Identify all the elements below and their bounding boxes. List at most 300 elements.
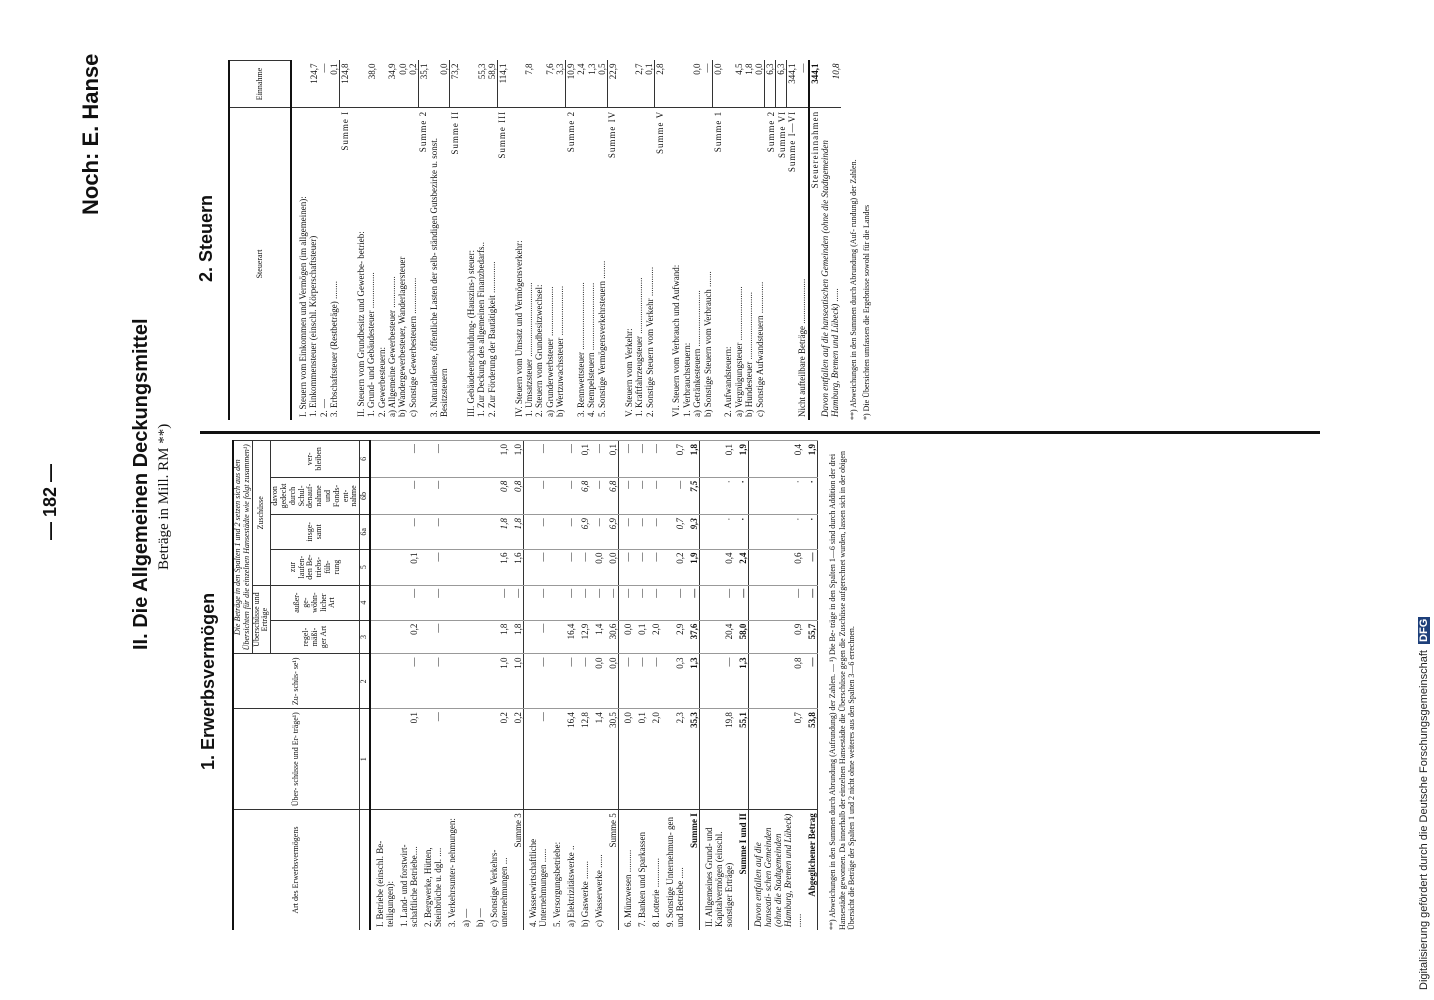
table-row [370,441,395,931]
cell-value [443,477,457,514]
table-row [497,61,508,421]
table-row [586,61,596,421]
cell-value: 6,3 [765,61,776,108]
col-head-4: außer- ge- wöhn- licher Art [271,585,360,620]
cell-value: — [395,477,419,514]
cell-value: 10,9 [566,61,577,108]
cell-value [682,61,692,108]
cell-value: — [618,477,633,514]
cell-value: — [523,620,548,654]
table-row [485,441,509,931]
table-row [699,441,734,931]
table-row [692,61,702,421]
row-label: c) Sonstige Gewerbesteuern ................ [408,107,419,420]
row-label: VI. Steuern vom Verbrauch und Aufwand: [665,107,681,420]
row-label: Summe 2 [566,107,577,420]
cell-value: 1,0 [485,654,509,709]
cell-value [548,477,562,514]
cell-value: — [647,477,661,514]
table-row [665,61,681,421]
cell-value: — [523,585,548,620]
cell-value: 1,8 [744,63,755,75]
cell-value: — [633,549,647,585]
row-label: Summe I [685,810,700,930]
subtitle: Beträge in Mill. RM **) [156,423,172,570]
table-row [685,441,700,931]
cell-value: 4,5 [734,63,745,75]
cell-value: 1,3 [685,654,700,709]
cell-value: 0,1 [699,441,734,478]
table-row [682,61,692,421]
cell-value: — [395,515,419,549]
col-num: 4 [360,585,370,620]
table-row [308,61,318,421]
table-row [702,61,713,421]
cell-value: — [647,515,661,549]
col-num: 2 [360,654,370,709]
cell-value: 2,9 [661,620,685,654]
col-num: 3 [360,620,370,654]
table-row [566,61,577,421]
dfg-logo: DFG [1418,618,1430,642]
cell-value: 1,4 [590,620,604,654]
cell-value [723,61,733,108]
cell-value: 1,9 [803,441,818,478]
cell-value: — [395,654,419,709]
cell-value [370,515,395,549]
table-row [809,61,820,421]
cell-value: — [702,63,713,73]
cell-value: · [803,477,818,514]
row-label: Summe III [497,107,508,420]
section2-footnote-1: **) Abweichungen in den Summen durch Abrundung (Auf- rundung) der Zahlen. [848,159,858,420]
cell-value [443,515,457,549]
cell-value [534,61,544,108]
cell-value: 0,0 [590,654,604,709]
cell-value: · [734,477,749,514]
cell-value: — [576,549,590,585]
cell-value: 0,7 [661,515,685,549]
cell-value: 1,0 [485,441,509,478]
row-label: 5. Sonstige Vermögensverkehrsteuern ........ [597,107,608,420]
table-row [419,441,443,931]
cell-value [471,585,485,620]
row-label: 2. Aufwandsteuern: [723,107,733,420]
row-label: a) Getränkesteuern ......................... [692,107,702,420]
row-label: 9. Sonstige Unternehmun- gen und Betriebe ..... [661,810,685,930]
cell-value: 6,9 [604,515,619,549]
cell-value: — [419,515,443,549]
cell-value [548,620,562,654]
col-num: 6 [360,441,370,478]
cell-value: — [419,709,443,810]
table-row [797,61,808,421]
cell-value: 73,2 [449,61,460,108]
row-label: 2. — [319,107,329,420]
cell-value: — [633,654,647,709]
steuern-table [228,60,872,420]
row-label: Summe V [655,107,666,420]
cell-value: 0,4 [699,549,734,585]
cell-value [471,477,485,514]
col-head-einnahme: Einnahme [229,61,291,108]
row-label: 1. Land- und forstwirt- schaftliche Betriebe.... [395,810,419,930]
cell-value: 1,8 [509,620,524,654]
row-label: 8. Lotterie ............. [647,810,661,930]
row-label: Summe I und II [734,810,749,930]
cell-value [457,477,471,514]
row-label: b) Wandergewerbesteuer, Wanderlagersteuer [397,107,407,420]
cell-value: 0,6 [748,549,803,585]
cell-value: — [485,585,509,620]
cell-value: 1,0 [509,654,524,709]
row-label: 1. Zur Deckung des allgemeinen Finanzbedarfs.. [476,107,486,420]
cell-value: 37,6 [685,620,700,654]
cell-value: 0,0 [604,549,619,585]
table-row [476,61,486,421]
cell-value [370,585,395,620]
cell-value: 0,0 [618,709,633,810]
table-row [509,441,524,931]
table-row [408,61,419,421]
cell-value: — [590,477,604,514]
cell-value [443,620,457,654]
cell-value: 1,3 [734,654,749,709]
section1-title: 1. Erwerbsvermögen [198,592,218,770]
row-label: 5. Versorgungsbetriebe: [548,810,562,930]
cell-value: 7,6 [545,63,555,75]
cell-value: — [562,515,576,549]
cell-value: 0,1 [633,709,647,810]
section2-footnote-2: *) Die Übersichten umfassen die Ergebnisse sowohl für die Landes [862,204,872,420]
cell-value: — [748,585,803,620]
cell-value: — [523,441,548,478]
section1-footnote: **) Abweichungen in den Summen durch Abrundung (Aufrundung) der Zahlen. — ¹) Die Be- träge in den Spalten 1—6 sind durch Addition der drei Hansestädte gewonnen. Da innerhalb der einzelnen Hansestädte die Überschüsse gegen die Zuschüsse aufgerechnet wurden, lassen sich in der obigen Übersicht die Beträge der Spalten 1 und 2 nicht ohne weiteres aus den Spalten 3—6 errechnen. [827,451,857,930]
cell-value: 20,4 [699,620,734,654]
cell-value: 7,5 [685,477,700,514]
cell-value: · [699,477,734,514]
cell-value: — [604,585,619,620]
cell-value [457,585,471,620]
cell-value: — [803,654,818,709]
col-head-5: zur laufen- den Be- triebs- füh- rung [271,549,360,585]
row-label: 2. Bergwerke, Hütten, Steinbrüche u. dgl. .... [419,810,443,930]
table-row [754,61,765,421]
table-row [776,61,787,421]
cell-value: 0,1 [576,441,590,478]
table-row [555,61,566,421]
row-label: II. Allgemeines Grund- und Kapitalvermögen (einschl. sonstiger Erträge) [699,810,734,930]
cell-value: — [523,477,548,514]
row-label: b) Hundesteuer .............................. [744,107,754,420]
cell-value: 53,8 [803,709,818,810]
row-label: 1. Umsatzsteuer ................................. [524,107,534,420]
cell-value [370,549,395,585]
cell-value: 6,9 [576,515,590,549]
cell-value: — [647,585,661,620]
cell-value: 6,8 [576,477,590,514]
cell-value: 0,0 [604,654,619,709]
cell-value: — [647,441,661,478]
cell-value [548,709,562,810]
cell-value: — [562,654,576,709]
row-label: 3. Rennwettsteuer .............................. [576,107,586,420]
cell-value [471,709,485,810]
cell-value [377,61,387,108]
cell-value: 0,2 [395,620,419,654]
cell-value [548,654,562,709]
dfg-watermark [1418,617,1430,990]
table-row [377,61,387,421]
cell-value: 0,2 [485,709,509,810]
row-label: 3. Verkehrsunter- nehmungen: [443,810,457,930]
cell-value: — [661,477,685,514]
cell-value: 0,1 [395,709,419,810]
cell-value [665,61,681,108]
cell-value: 2,8 [655,61,666,108]
cell-value: — [523,709,548,810]
cell-value: 12,9 [576,620,590,654]
cell-value: 0,2 [661,549,685,585]
row-label: III. Gebäudeentschuldung- (Hauszins-) steuer: [460,107,476,420]
row-label: Davon entfallen auf die hanseatischen Gemeinden (ohne die Stadtgemeinden Hamburg, Bremen und Lübeck) ...... [820,107,841,420]
row-label: Abgeglichener Betrag [803,810,818,930]
cell-value: — [509,585,524,620]
cell-value: · [734,515,749,549]
table-row [734,61,744,421]
table-row [765,61,776,421]
table-row [329,61,340,421]
row-label: Summe I—VI [787,107,798,420]
cell-value: 0,0 [618,620,633,654]
row-label: V. Steuern vom Verkehr: [618,107,634,420]
table-row [457,441,471,931]
cell-value [471,515,485,549]
cell-value [618,61,634,108]
erwerbsvermoegen-table [232,440,857,930]
cell-value: — [319,63,330,73]
cell-value: 12,8 [576,709,590,810]
table-row [387,61,397,421]
cell-value: 55,3 [476,63,487,80]
cell-value: 1,6 [485,549,509,585]
cell-value: — [562,441,576,478]
row-label: 2. Zur Förderung der Bautätigkeit .............. [487,107,498,420]
cell-value: — [618,441,633,478]
row-label: Summe II [449,107,460,420]
row-label: 3. Erbschaftsteuer (Restbeträge) ........ [329,107,340,420]
cell-value: — [647,549,661,585]
cell-value: — [633,515,647,549]
cell-value [443,549,457,585]
page-number: — 182 — [40,463,60,540]
cell-value: — [419,620,443,654]
cell-value [457,549,471,585]
cell-value: — [419,549,443,585]
cell-value: — [618,585,633,620]
table-row [597,61,608,421]
row-label: Summe IV [607,107,618,420]
cell-value: · [699,515,734,549]
cell-value: — [661,585,685,620]
cell-value [471,654,485,709]
cell-value: — [633,441,647,478]
row-label: c) Wasserwerke ...... [590,810,604,930]
cell-value: 0,9 [748,620,803,654]
cell-value [370,620,395,654]
row-label: a) — [457,810,471,930]
row-label: Summe VI [776,107,787,420]
cell-value: · [803,515,818,549]
cell-value: 2,0 [647,709,661,810]
cell-value [548,515,562,549]
row-label: b) Sonstige Steuern vom Verbrauch ....... [702,107,713,420]
cell-value: 16,4 [562,620,576,654]
cell-value [548,585,562,620]
table-row [647,441,661,931]
cell-value: 0,0 [754,63,765,75]
table-row [634,61,644,421]
cell-value: 1,9 [734,441,749,478]
row-label: b) Wertzuwachssteuer ...................... [555,107,566,420]
cell-value: — [590,585,604,620]
cell-value: — [419,585,443,620]
cell-value [548,549,562,585]
cell-value: 0,0 [397,63,408,75]
col-num: 6b [360,477,370,514]
row-label: 1. Kraftfahrzeugsteuer ......................... [634,107,644,420]
cell-value: 114,1 [497,61,508,108]
cell-value [508,61,524,108]
col-num: 6a [360,515,370,549]
cell-value: 1,8 [485,515,509,549]
row-label: 4. Wasserwirtschaftliche Unternehmungen ...... [523,810,548,930]
row-label: c) Sonstige Aufwandsteuern .............. [754,107,765,420]
cell-value: — [590,441,604,478]
cell-value: — [647,654,661,709]
cell-value: 10,8 [830,63,841,80]
cell-value: 58,9 [486,63,497,80]
table-row [319,61,329,421]
table-row [787,61,798,421]
cell-value [457,620,471,654]
row-label: II. Steuern vom Grundbesitz und Gewerbe- betrieb: [350,107,366,420]
cell-value: 1,8 [509,515,524,549]
cell-value: — [633,477,647,514]
table-row [744,61,754,421]
cell-value [443,441,457,478]
row-label: a) Allgemeine Gewerbesteuer .............. [387,107,397,420]
cell-value: 7,8 [524,63,535,75]
cell-value [471,620,485,654]
cell-value: 0,1 [329,63,340,75]
row-label: 3. Naturaldienste, öffentliche Lasten der selb- ständigen Gutsbezirke u. sonst. Besitzsteuern [429,107,450,420]
cell-value: 0,1 [644,63,655,75]
row-label: Summe I [340,107,351,420]
cell-value: — [699,654,734,709]
cell-value: 30,5 [604,709,619,810]
cell-value: 0,8 [509,477,524,514]
section-divider [200,431,1320,434]
table-row [618,61,634,421]
cell-value: — [419,477,443,514]
table-row [418,61,429,421]
col-head-2: Zu- schüs- se¹) [233,654,360,709]
row-label: Summe 2 [765,107,776,420]
table-row [397,61,407,421]
cell-value: 0,0 [438,63,449,75]
row-label: a) Vergnügungsteuer ........................ [734,107,744,420]
cell-value [457,654,471,709]
cell-value: 0,0 [713,61,724,108]
table-row [562,441,576,931]
cell-value: 0,4 [748,441,803,478]
cell-value: 0,2 [407,63,418,75]
col-head-6a: insge- samt [271,515,360,549]
cell-value: — [685,585,700,620]
row-label: c) Sonstige Verkehrs- unternehmungen ... [485,810,509,930]
cell-value: 34,9 [387,63,398,80]
cell-value [548,441,562,478]
row-label: 7. Banken und Sparkassen [633,810,647,930]
table-row [655,61,666,421]
table-row [523,441,548,931]
table-row [803,441,818,931]
cell-value: 2,4 [576,63,587,75]
table-row [723,61,733,421]
cell-value [370,441,395,478]
cell-value [443,654,457,709]
col-num-blank [360,810,370,930]
col-head-steuerart: Steuerart [229,107,291,420]
table-row [576,441,590,931]
cell-value: — [419,654,443,709]
cell-value: 0,5 [596,63,607,75]
cell-value: — [699,585,734,620]
cell-value: — [633,585,647,620]
cell-value: — [590,515,604,549]
cell-value [370,654,395,709]
table-row [508,61,524,421]
cell-value: 344,1 [809,61,820,108]
row-label: a) Grunderwerbsteuer ...................... [545,107,555,420]
table-row [395,441,419,931]
cell-value: 0,1 [633,620,647,654]
cell-value: — [395,441,419,478]
cell-value [291,61,308,108]
col-head-ue: Überschüsse und Erträge [252,585,271,654]
table-row [576,61,586,421]
table-row [366,61,376,421]
cell-value: 1,9 [685,549,700,585]
col-head-1: Über- schüsse und Er- träge¹) [233,709,360,810]
table-row [291,61,308,421]
col-num: 1 [360,709,370,810]
table-row [604,441,619,931]
table-row [524,61,534,421]
cell-value: 124,7 [308,63,319,84]
cell-value [370,709,395,810]
table-row [644,61,655,421]
table-row [713,61,724,421]
cell-value: 1,0 [509,441,524,478]
table-row [487,61,498,421]
cell-value: — [576,585,590,620]
cell-value: 1,3 [586,63,597,75]
table-row [545,61,555,421]
table-row [534,61,544,421]
cell-value: 0,0 [590,549,604,585]
